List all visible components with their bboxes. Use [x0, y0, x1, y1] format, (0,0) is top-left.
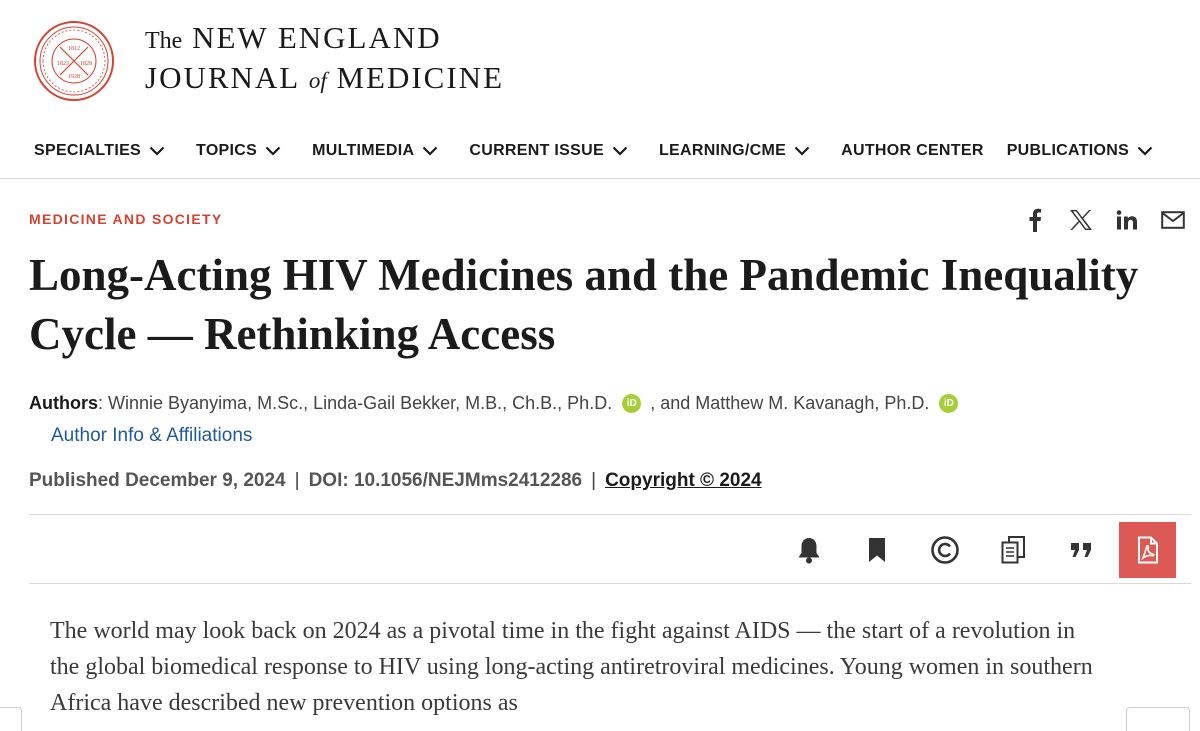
chevron-down-icon [422, 146, 438, 156]
x-icon[interactable] [1068, 207, 1094, 233]
bookmark-icon [867, 537, 887, 563]
pdf-icon [1137, 536, 1159, 564]
logo-medicine: MEDICINE [336, 60, 505, 95]
chevron-down-icon [149, 146, 165, 156]
copy-button[interactable] [979, 522, 1047, 578]
article-tools [775, 522, 1176, 578]
logo-the: The [145, 28, 183, 54]
nav-author-center[interactable]: AUTHOR CENTER [841, 142, 984, 159]
floating-action-button[interactable] [1126, 707, 1190, 731]
bookmark-button[interactable] [843, 522, 911, 578]
meta-separator: | [294, 470, 300, 491]
copy-icon [1000, 535, 1026, 565]
linkedin-icon[interactable] [1114, 207, 1140, 233]
svg-text:1812: 1812 [68, 46, 80, 52]
quote-icon [1070, 542, 1092, 558]
svg-text:1828: 1828 [80, 61, 92, 67]
copyright-link[interactable]: Copyright © 2024 [605, 470, 762, 491]
chevron-down-icon [1137, 146, 1153, 156]
side-tab[interactable] [0, 707, 22, 731]
share-bar [1022, 207, 1186, 233]
svg-text:1823: 1823 [57, 61, 69, 67]
email-icon[interactable] [1160, 207, 1186, 233]
chevron-down-icon [794, 146, 810, 156]
article-title: Long-Acting HIV Medicines and the Pandemic Inequality Cycle — Rethinking Access [29, 250, 1139, 359]
author-line: Authors: Winnie Byanyima, M.Sc., Linda-Gail Bekker, M.B., Ch.B., Ph.D. iD , and Matthew M. Kavanagh, Ph.D. iD [29, 393, 967, 414]
chevron-down-icon [612, 146, 628, 156]
copyright-icon [930, 535, 960, 565]
article-section-label[interactable]: MEDICINE AND SOCIETY [29, 211, 223, 227]
nav-learning-cme[interactable]: LEARNING/CME [659, 142, 810, 160]
author-names-2[interactable]: , and Matthew M. Kavanagh, Ph.D. [650, 393, 930, 413]
logo-line1: NEW ENGLAND [192, 20, 442, 55]
orcid-icon[interactable]: iD [622, 394, 641, 413]
permissions-button[interactable] [911, 522, 979, 578]
nav-multimedia[interactable]: MULTIMEDIA [312, 142, 438, 160]
logo-journal: JOURNAL [145, 60, 300, 95]
orcid-icon[interactable]: iD [939, 394, 958, 413]
meta-separator: | [591, 470, 597, 491]
nav-specialties[interactable]: SPECIALTIES [34, 142, 165, 160]
pdf-download-button[interactable] [1119, 522, 1176, 578]
authors-label: Authors [29, 393, 98, 413]
article-body-paragraph: The world may look back on 2024 as a pivotal time in the fight against AIDS — the start of a revolution in the global biomedical response to HIV using long-acting antiretroviral medicines. Young women in southern Africa have described new prevention options as [50, 618, 1093, 716]
published-date: Published December 9, 2024 [29, 470, 286, 491]
doi: DOI: 10.1056/NEJMms2412286 [308, 470, 583, 491]
svg-text:1928: 1928 [68, 74, 80, 80]
divider [29, 514, 1191, 515]
publication-meta [29, 470, 762, 492]
alert-button[interactable] [775, 522, 843, 578]
nav-publications[interactable]: PUBLICATIONS [1007, 142, 1153, 160]
author-names-1[interactable]: Winnie Byanyima, M.Sc., Linda-Gail Bekker, M.B., Ch.B., Ph.D. [108, 393, 613, 413]
nejm-seal-icon [33, 20, 115, 102]
journal-wordmark [145, 21, 504, 101]
nav-divider [0, 178, 1200, 179]
divider [29, 583, 1191, 584]
nav-topics[interactable]: TOPICS [196, 142, 281, 160]
main-nav [34, 142, 1184, 160]
author-affiliations-link[interactable]: Author Info & Affiliations [51, 425, 253, 446]
cite-button[interactable] [1047, 522, 1115, 578]
chevron-down-icon [265, 146, 281, 156]
logo-of: of [308, 68, 327, 93]
nav-current-issue[interactable]: CURRENT ISSUE [469, 142, 628, 160]
facebook-icon[interactable] [1022, 207, 1048, 233]
masthead-logo[interactable] [33, 18, 504, 104]
bell-icon [796, 536, 822, 564]
